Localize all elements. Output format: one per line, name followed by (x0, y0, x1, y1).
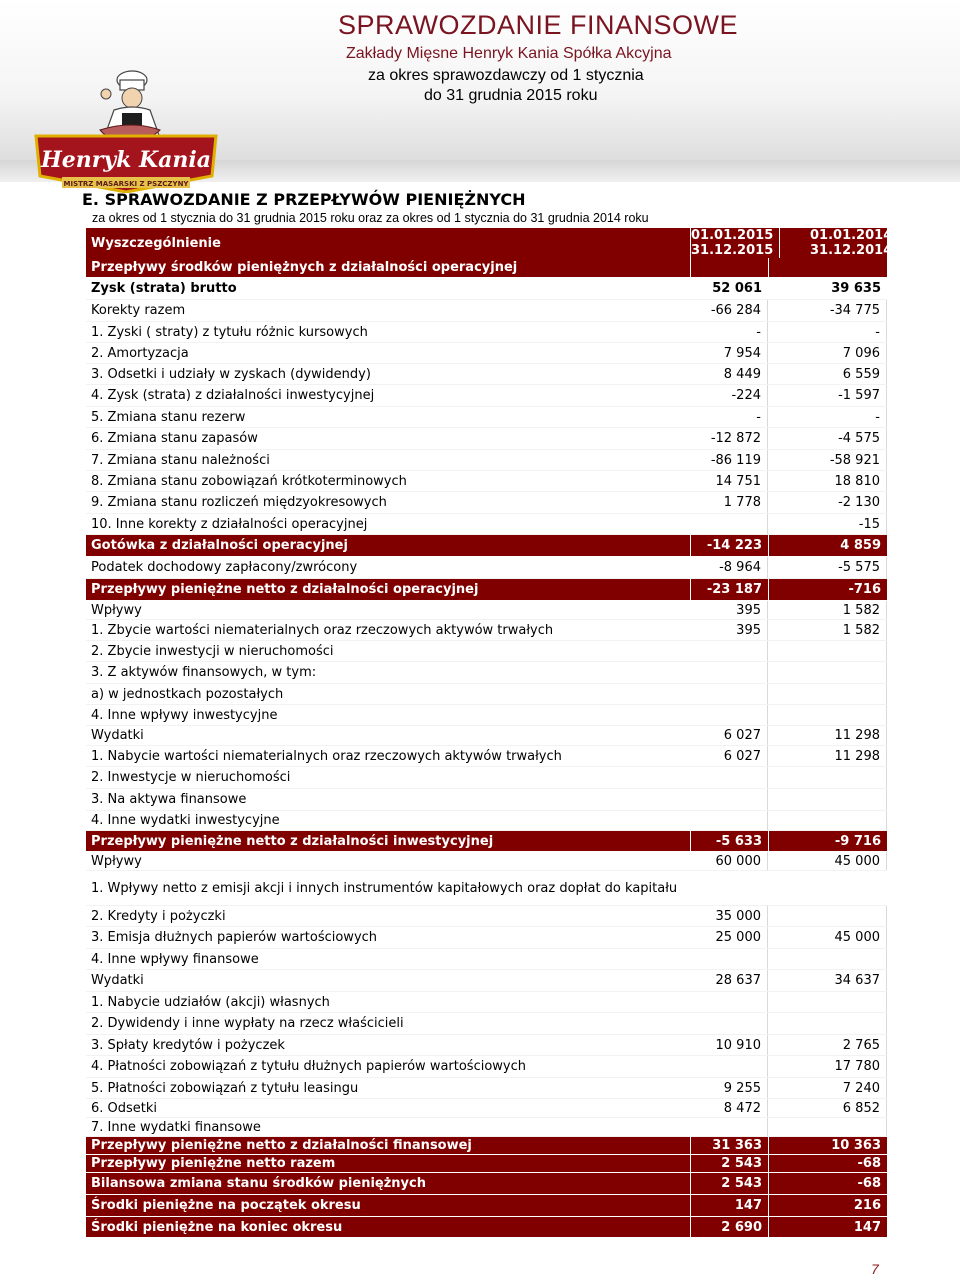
table-row (86, 746, 887, 767)
value-2014 (768, 1013, 887, 1034)
table-row (86, 789, 887, 811)
value-2015 (690, 514, 768, 534)
table-row (86, 579, 887, 601)
value-2014: -5 575 (768, 557, 887, 578)
logo-text: Henryk Kania (40, 147, 212, 173)
row-label: 3. Spłaty kredytów i pożyczek (91, 1037, 285, 1053)
table-header (86, 228, 893, 258)
table-row (86, 852, 887, 871)
value-2015: 6 027 (690, 726, 768, 745)
row-label: 5. Płatności zobowiązań z tytułu leasingu (91, 1080, 359, 1096)
row-label: 2. Zbycie inwestycji w nieruchomości (91, 643, 334, 659)
row-label: 9. Zmiana stanu rozliczeń międzyokresowych (91, 495, 387, 510)
value-2014: 11 298 (768, 746, 887, 766)
value-2015: -14 223 (690, 535, 768, 556)
value-2014: -1 597 (768, 385, 887, 406)
value-2015 (690, 949, 768, 969)
value-2015: 395 (690, 601, 768, 619)
value-2014: - (768, 407, 887, 427)
value-2015 (690, 705, 768, 725)
table-row (86, 684, 887, 705)
table-row (86, 1035, 887, 1056)
value-2014: 39 635 (831, 281, 881, 296)
value-2014: 45 000 (768, 852, 887, 870)
table-row (86, 343, 887, 364)
table-row (86, 258, 887, 278)
table-row (86, 1137, 887, 1155)
row-label: Przepływy pieniężne netto z działalności operacyjnej (91, 582, 479, 597)
table-row (86, 1013, 887, 1035)
header-col-2015-end: 31.12.2015 (691, 243, 774, 258)
value-2015: 8 472 (690, 1099, 768, 1117)
value-2014: 34 637 (768, 970, 887, 991)
value-2014 (768, 258, 887, 277)
value-2014: 2 765 (768, 1035, 887, 1055)
value-2015: 395 (690, 620, 768, 640)
table-row (86, 1078, 887, 1099)
value-2015 (690, 767, 768, 788)
value-2015: 2 690 (690, 1217, 768, 1237)
value-2014: 17 780 (768, 1056, 887, 1077)
table-row (86, 300, 887, 322)
row-label: 4. Płatności zobowiązań z tytułu dłużnych papierów wartościowych (91, 1059, 527, 1074)
value-2014: -58 921 (768, 450, 887, 470)
cash-flow-table (86, 228, 893, 1238)
header-col-2015 (690, 228, 779, 258)
row-label: Przepływy pieniężne netto z działalności finansowej (91, 1138, 472, 1153)
table-row (86, 949, 887, 970)
value-2015: 1 778 (690, 492, 768, 513)
row-label: Bilansowa zmiana stanu środków pieniężnych (91, 1176, 426, 1191)
value-2015: 6 027 (690, 746, 768, 766)
value-2015: 2 543 (690, 1155, 768, 1172)
value-2014: 45 000 (768, 927, 887, 948)
value-2015 (690, 789, 768, 810)
value-2015: -5 633 (690, 831, 768, 851)
value-2015 (690, 684, 768, 704)
value-2015: 147 (690, 1195, 768, 1216)
value-2014 (768, 684, 887, 704)
company-logo (28, 58, 224, 193)
table-row (86, 906, 887, 927)
value-2015: -12 872 (690, 428, 768, 449)
value-2015: - (690, 322, 768, 342)
value-2014 (768, 767, 887, 788)
value-2014: 6 852 (768, 1099, 887, 1117)
row-label: 3. Odsetki i udziały w zyskach (dywidendy) (91, 366, 371, 382)
value-2015: 8 449 (690, 364, 768, 384)
value-2014 (768, 992, 887, 1012)
table-row (86, 992, 887, 1013)
value-2014 (768, 789, 887, 810)
value-2014: -68 (768, 1155, 887, 1172)
header-label: Wyszczególnienie (91, 235, 221, 251)
value-2015 (690, 811, 768, 830)
table-row (86, 662, 887, 684)
table-row (86, 1155, 887, 1173)
row-label: Przepływy pieniężne netto razem (91, 1156, 336, 1171)
row-label: 2. Dywidendy i inne wypłaty na rzecz właścicieli (91, 1016, 404, 1031)
row-label: Przepływy pieniężne netto z działalności inwestycyjnej (91, 833, 494, 849)
table-row (86, 407, 887, 428)
value-2014: 7 240 (768, 1078, 887, 1098)
value-2015: -224 (690, 385, 768, 406)
period-line-1: za okres sprawozdawczy od 1 stycznia (368, 67, 644, 84)
row-label: Wydatki (91, 973, 144, 988)
value-2014 (768, 811, 887, 830)
value-2014: 1 582 (768, 601, 887, 619)
value-2014 (768, 1118, 887, 1136)
table-row (86, 1118, 887, 1137)
period-line-2: do 31 grudnia 2015 roku (424, 87, 598, 104)
row-label: 1. Nabycie wartości niematerialnych oraz rzeczowych aktywów trwałych (91, 748, 562, 764)
table-row (86, 1217, 887, 1238)
value-2014: -4 575 (768, 428, 887, 449)
value-2015 (690, 662, 768, 683)
row-label: 1. Nabycie udziałów (akcji) własnych (91, 994, 330, 1010)
table-row (86, 927, 887, 949)
table-row (86, 514, 887, 535)
value-2014: 4 859 (768, 535, 887, 556)
row-label: 1. Wpływy netto z emisji akcji i innych instrumentów kapitałowych oraz dopłat do kapitału (91, 880, 678, 896)
row-label: 5. Zmiana stanu rezerw (91, 409, 246, 425)
header-col-2015-start: 01.01.2015 (691, 228, 774, 243)
table-row (86, 767, 887, 789)
row-label: 3. Na aktywa finansowe (91, 792, 247, 807)
report-title: SPRAWOZDANIE FINANSOWE (338, 10, 739, 40)
row-label: 6. Zmiana stanu zapasów (91, 431, 258, 446)
row-label: Wpływy (91, 853, 142, 869)
table-row (86, 1173, 887, 1195)
row-label: 4. Inne wydatki inwestycyjne (91, 813, 280, 828)
table-row (86, 492, 887, 514)
value-2014 (768, 641, 887, 661)
table-row (86, 450, 887, 471)
table-body (86, 258, 887, 1238)
value-2015: -86 119 (690, 450, 768, 470)
row-label: 3. Z aktywów finansowych, w tym: (91, 665, 317, 680)
value-2014: 18 810 (768, 471, 887, 491)
row-label: Przepływy środków pieniężnych z działalności operacyjnej (91, 260, 518, 275)
row-label: a) w jednostkach pozostałych (91, 686, 284, 702)
section-subtitle: za okres od 1 stycznia do 31 grudnia 2015 roku oraz za okres od 1 stycznia do 31 grudnia 2014 roku (92, 211, 649, 225)
row-label: Środki pieniężne na koniec okresu (91, 1219, 343, 1235)
header-col-2014 (779, 228, 898, 258)
section-title: E. SPRAWOZDANIE Z PRZEPŁYWÓW PIENIĘŻNYCH (82, 190, 526, 209)
table-row (86, 811, 887, 831)
row-label: 2. Amortyzacja (91, 345, 189, 361)
value-2015: 31 363 (690, 1137, 768, 1154)
value-2015: 28 637 (690, 970, 768, 991)
value-2015 (690, 258, 768, 277)
value-2015: 25 000 (690, 927, 768, 948)
row-label: 7. Inne wydatki finansowe (91, 1119, 261, 1135)
row-label: 3. Emisja dłużnych papierów wartościowych (91, 930, 378, 945)
table-row (86, 1099, 887, 1118)
table-row (86, 385, 887, 407)
table-row (86, 278, 887, 300)
value-2014: 7 096 (768, 343, 887, 363)
value-2014 (768, 662, 887, 683)
row-label: 2. Inwestycje w nieruchomości (91, 770, 291, 785)
logo-subtext: MISTRZ MASARSKI Z PSZCZYNY (63, 180, 189, 188)
value-2014 (768, 871, 887, 905)
table-row (86, 1056, 887, 1078)
row-label: Korekty razem (91, 303, 186, 318)
table-row (86, 641, 887, 662)
report-title-block (330, 10, 750, 105)
value-2015 (690, 871, 768, 905)
value-2015: -23 187 (690, 579, 768, 600)
row-label: 1. Zbycie wartości niematerialnych oraz rzeczowych aktywów trwałych (91, 622, 554, 638)
table-row (86, 322, 887, 343)
table-row (86, 726, 887, 746)
value-2015 (690, 1118, 768, 1136)
header-col-2014-start: 01.01.2014 (810, 228, 893, 243)
value-2014: 1 582 (768, 620, 887, 640)
value-2014 (768, 906, 887, 926)
value-2014: 6 559 (768, 364, 887, 384)
value-2015: -8 964 (690, 557, 768, 578)
row-label: 4. Inne wpływy inwestycyjne (91, 707, 278, 723)
table-row (86, 871, 887, 906)
value-2015: 52 061 (712, 281, 762, 296)
value-2015: 9 255 (690, 1078, 768, 1098)
table-row (86, 601, 887, 620)
value-2014 (768, 949, 887, 969)
value-2015 (690, 641, 768, 661)
table-row (86, 970, 887, 992)
value-2015: 10 910 (690, 1035, 768, 1055)
value-2014 (768, 705, 887, 725)
row-label: Podatek dochodowy zapłacony/zwrócony (91, 560, 358, 575)
row-label: 10. Inne korekty z działalności operacyjnej (91, 516, 368, 532)
row-label: 1. Zyski ( straty) z tytułu różnic kursowych (91, 324, 368, 340)
table-row (86, 831, 887, 852)
row-label: Środki pieniężne na początek okresu (91, 1198, 361, 1213)
value-2014: 147 (768, 1217, 887, 1237)
value-2014: - (768, 322, 887, 342)
row-label: 8. Zmiana stanu zobowiązań krótkoterminowych (91, 473, 407, 489)
value-2015: 14 751 (690, 471, 768, 491)
row-label: Zysk (strata) brutto (91, 281, 237, 296)
table-row (86, 471, 887, 492)
value-2015: 7 954 (690, 343, 768, 363)
value-2014: -2 130 (768, 492, 887, 513)
row-label: Wpływy (91, 602, 142, 618)
value-2014: 10 363 (768, 1137, 887, 1154)
row-label: Gotówka z działalności operacyjnej (91, 538, 348, 553)
value-2015: 60 000 (690, 852, 768, 870)
value-2014: -15 (768, 514, 887, 534)
value-2014: 216 (768, 1195, 887, 1216)
row-label: 6. Odsetki (91, 1100, 158, 1116)
table-row (86, 620, 887, 641)
value-2014: -9 716 (768, 831, 887, 851)
value-2015: 35 000 (690, 906, 768, 926)
value-2015: - (690, 407, 768, 427)
value-2015: 2 543 (690, 1173, 768, 1194)
table-row (86, 364, 887, 385)
table-row (86, 535, 887, 557)
row-label: 7. Zmiana stanu należności (91, 452, 270, 468)
value-2015 (690, 1013, 768, 1034)
table-row (86, 1195, 887, 1217)
row-label: 2. Kredyty i pożyczki (91, 908, 226, 924)
table-row (86, 428, 887, 450)
header-col-2014-end: 31.12.2014 (810, 243, 893, 258)
row-label: 4. Inne wpływy finansowe (91, 951, 259, 967)
value-2015: -66 284 (690, 300, 768, 321)
row-label: 4. Zysk (strata) z działalności inwestycyjnej (91, 388, 375, 403)
value-2014: -716 (768, 579, 887, 600)
company-name: Zakłady Mięsne Henryk Kania Spółka Akcyjna (346, 45, 672, 62)
value-2015 (690, 1056, 768, 1077)
value-2015 (690, 992, 768, 1012)
table-row (86, 557, 887, 579)
row-label: Wydatki (91, 728, 144, 743)
page-number: 7 (871, 1261, 879, 1277)
value-2014: -34 775 (768, 300, 887, 321)
table-row (86, 705, 887, 726)
value-2014: -68 (768, 1173, 887, 1194)
value-2014: 11 298 (768, 726, 887, 745)
